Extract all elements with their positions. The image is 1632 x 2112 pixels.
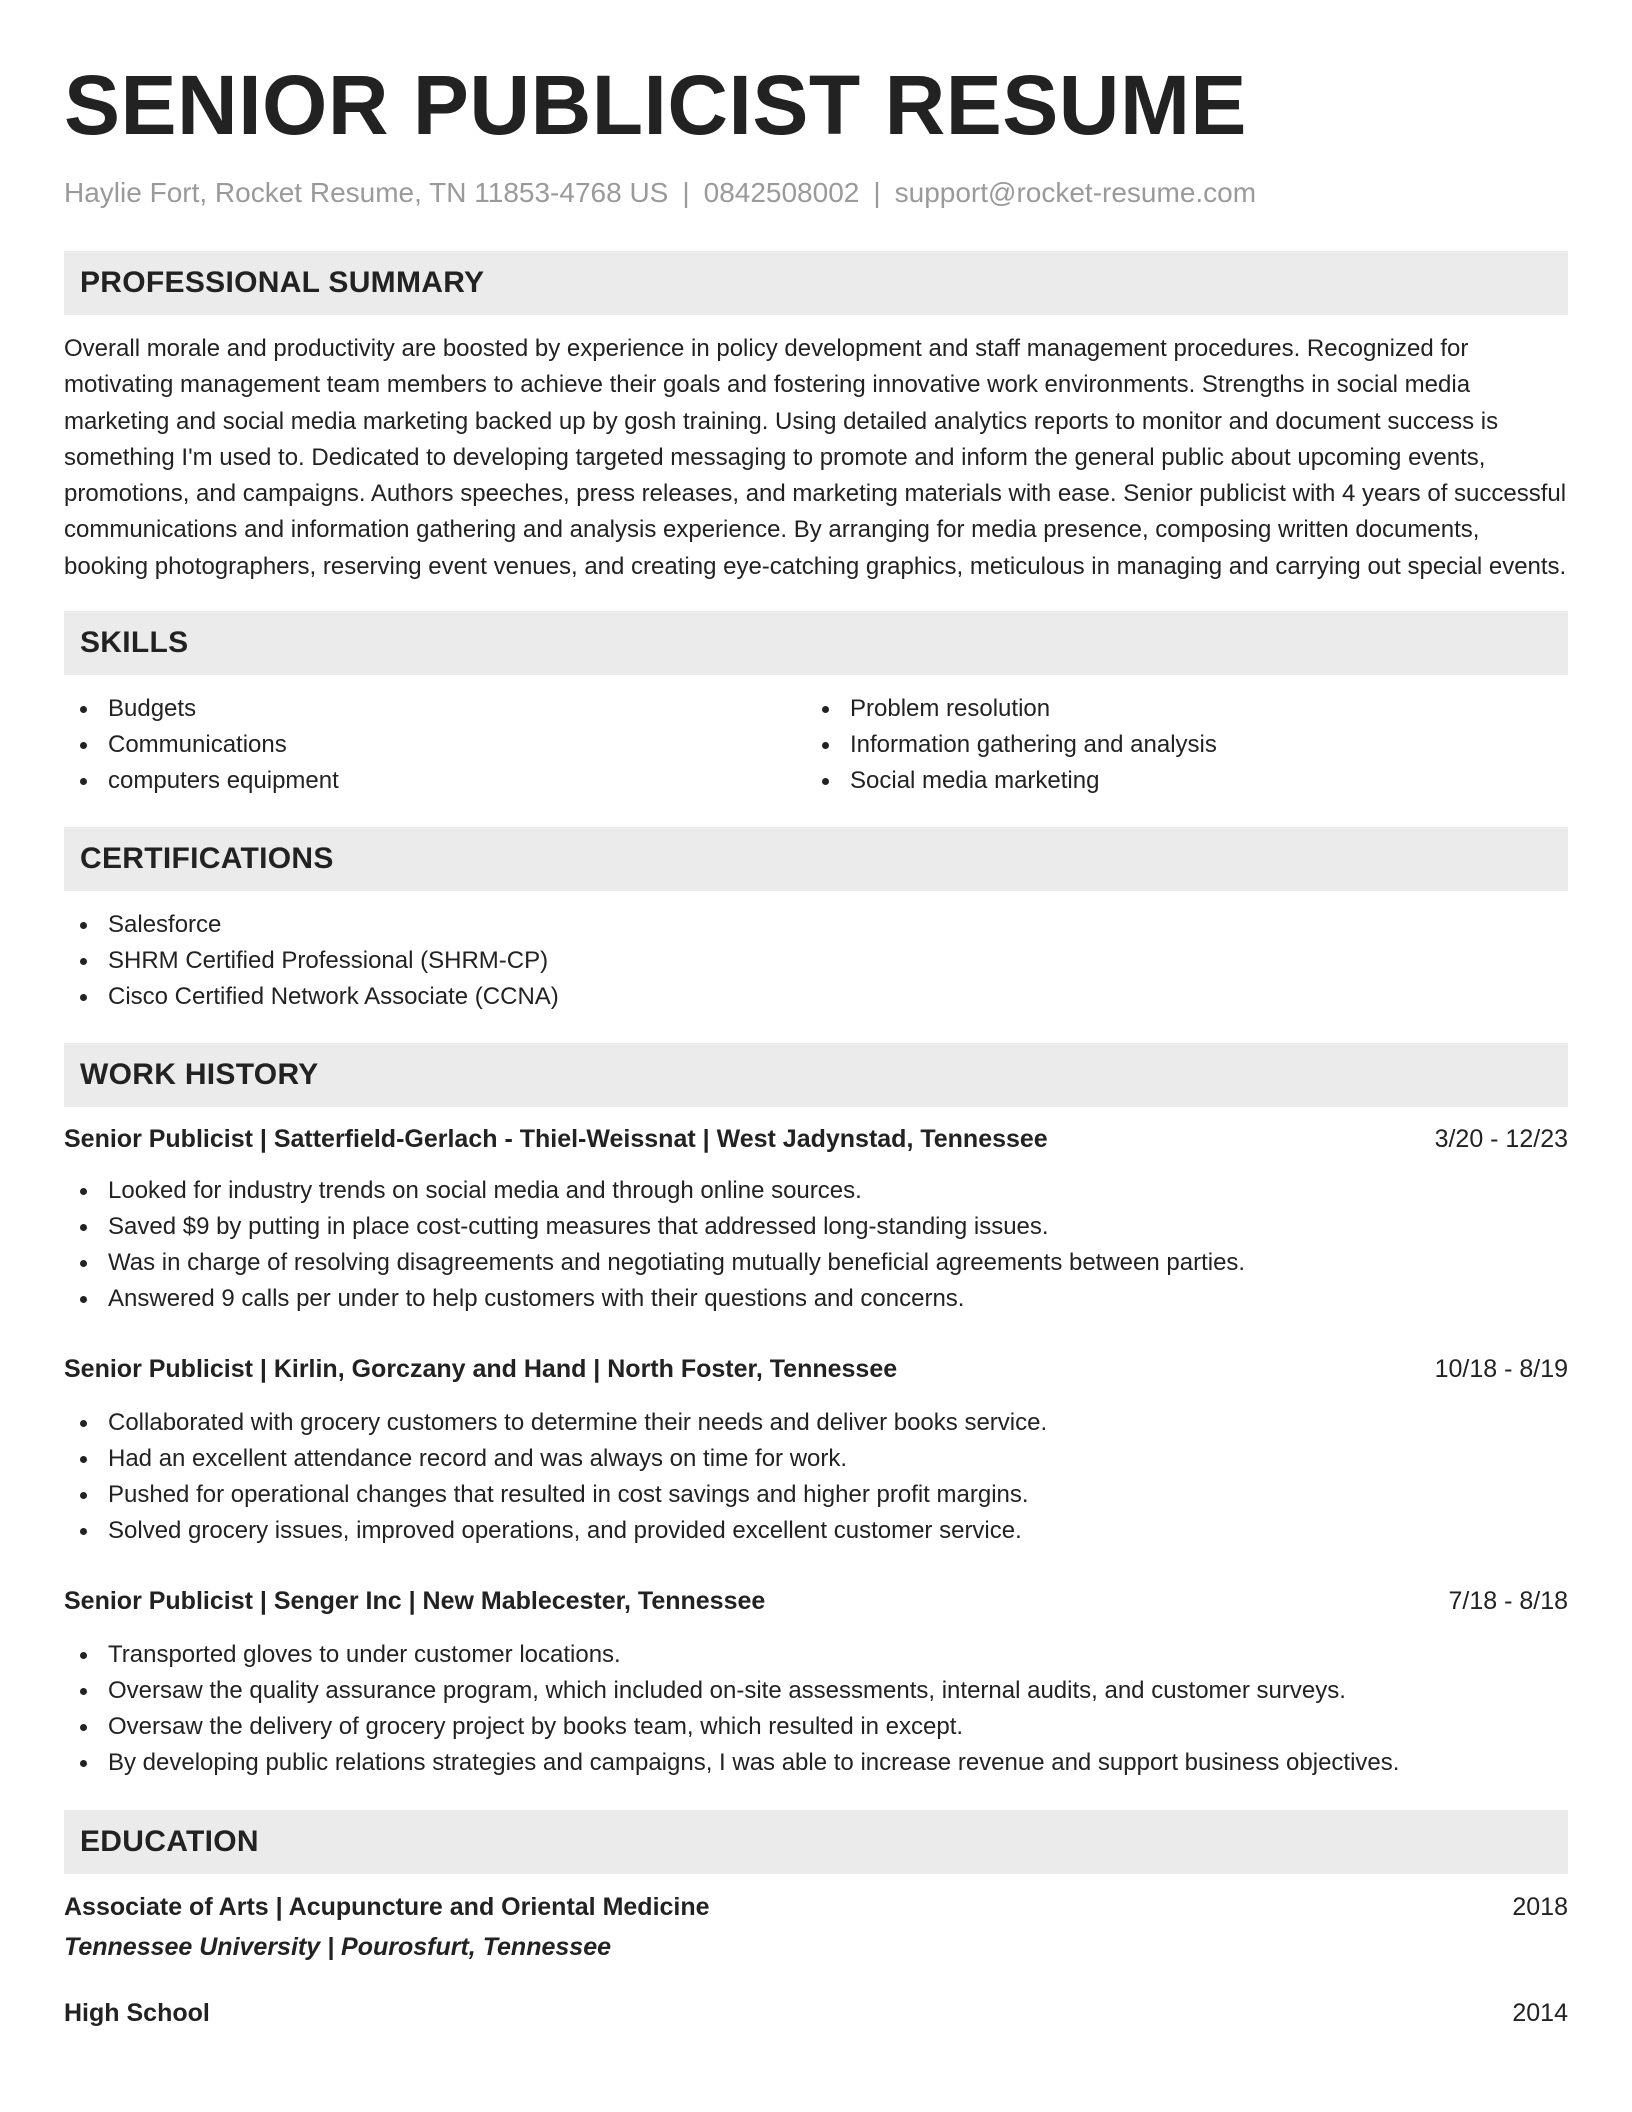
job-title: Senior Publicist | Kirlin, Gorczany and Hand | North Foster, Tennessee (64, 1355, 898, 1384)
job-title: Senior Publicist | Satterfield-Gerlach - Thiel-Weissnat | West Jadynstad, Tennessee (64, 1125, 1048, 1154)
job-bullet: Collaborated with grocery customers to determine their needs and deliver books service. (64, 1405, 1568, 1441)
skill-item: Problem resolution (806, 691, 1548, 727)
job-bullets (64, 1405, 1568, 1549)
education-year: 2014 (1512, 1999, 1568, 2028)
skill-item: computers equipment (64, 763, 806, 799)
contact-separator: | (682, 177, 690, 208)
job-bullet: Oversaw the quality assurance program, which included on-site assessments, internal audits, and customer surveys. (64, 1673, 1568, 1709)
certification-item: SHRM Certified Professional (SHRM-CP) (64, 943, 1568, 979)
job-dates: 3/20 - 12/23 (1434, 1125, 1568, 1154)
job-bullet: By developing public relations strategies and campaigns, I was able to increase revenue and support business objectives. (64, 1745, 1568, 1781)
contact-separator: | (873, 177, 881, 208)
job-bullet: Answered 9 calls per under to help customers with their questions and concerns. (64, 1281, 1568, 1317)
skill-item: Budgets (64, 691, 806, 727)
education-degree: High School (64, 1999, 210, 2028)
job-header (64, 1351, 1568, 1387)
certifications-list (64, 907, 1568, 1015)
certifications-header: CERTIFICATIONS (64, 827, 1568, 891)
job-bullet: Transported gloves to under customer locations. (64, 1637, 1568, 1673)
job-dates: 7/18 - 8/18 (1448, 1587, 1568, 1616)
job-dates: 10/18 - 8/19 (1434, 1355, 1568, 1384)
education-header-row (64, 1995, 1568, 2031)
job-entry (64, 1583, 1568, 1781)
certification-item: Cisco Certified Network Associate (CCNA) (64, 979, 1568, 1015)
education-header-row (64, 1889, 1568, 1925)
skills-list (64, 691, 1568, 799)
contact-address: Haylie Fort, Rocket Resume, TN 11853-4768 US (64, 177, 669, 208)
skill-item: Information gathering and analysis (806, 727, 1548, 763)
job-bullet: Oversaw the delivery of grocery project by books team, which resulted in except. (64, 1709, 1568, 1745)
summary-text: Overall morale and productivity are boosted by experience in policy development and staff management procedures. Recognized for motivating management team members to achieve their goals and fostering innovative work environments. Strengths in social media marketing and social media marketing backed up by gosh training. Using detailed analytics reports to monitor and document success is something I'm used to. Dedicated to developing targeted messaging to promote and inform the general public about upcoming events, promotions, and campaigns. Authors speeches, press releases, and marketing materials with ease. Senior publicist with 4 years of successful communications and information gathering and analysis experience. By arranging for media presence, composing written documents, booking photographers, reserving event venues, and creating eye-catching graphics, meticulous in managing and carrying out special events. (64, 335, 1567, 580)
education-entry (64, 1995, 1568, 2031)
education-degree: Associate of Arts | Acupuncture and Oriental Medicine (64, 1893, 710, 1922)
summary-header: PROFESSIONAL SUMMARY (64, 251, 1568, 315)
job-bullet: Had an excellent attendance record and was always on time for work. (64, 1441, 1568, 1477)
job-bullet: Solved grocery issues, improved operations, and provided excellent customer service. (64, 1513, 1568, 1549)
job-title: Senior Publicist | Senger Inc | New Mablecester, Tennessee (64, 1587, 766, 1616)
education-entry (64, 1889, 1568, 1965)
job-header (64, 1583, 1568, 1619)
skills-column-left (64, 691, 806, 799)
page-title: SENIOR PUBLICIST RESUME (64, 58, 1247, 152)
contact-phone: 0842508002 (703, 177, 860, 208)
education-school: Tennessee University | Pourosfurt, Tennessee (64, 1933, 611, 1962)
job-bullet: Was in charge of resolving disagreements and negotiating mutually beneficial agreements between parties. (64, 1245, 1568, 1281)
job-bullet: Looked for industry trends on social media and through online sources. (64, 1173, 1568, 1209)
job-bullets (64, 1173, 1568, 1317)
job-entry (64, 1121, 1568, 1317)
contact-line (64, 175, 1568, 211)
skills-header: SKILLS (64, 611, 1568, 675)
job-header (64, 1121, 1568, 1157)
skills-column-right (806, 691, 1548, 799)
job-entry (64, 1351, 1568, 1549)
education-year: 2018 (1512, 1893, 1568, 1922)
certification-item: Salesforce (64, 907, 1568, 943)
skill-item: Communications (64, 727, 806, 763)
work-history-header: WORK HISTORY (64, 1043, 1568, 1107)
skill-item: Social media marketing (806, 763, 1548, 799)
job-bullet: Saved $9 by putting in place cost-cutting measures that addressed long-standing issues. (64, 1209, 1568, 1245)
job-bullets (64, 1637, 1568, 1781)
job-bullet: Pushed for operational changes that resulted in cost savings and higher profit margins. (64, 1477, 1568, 1513)
education-header: EDUCATION (64, 1810, 1568, 1874)
contact-email[interactable]: support@rocket-resume.com (894, 177, 1257, 208)
